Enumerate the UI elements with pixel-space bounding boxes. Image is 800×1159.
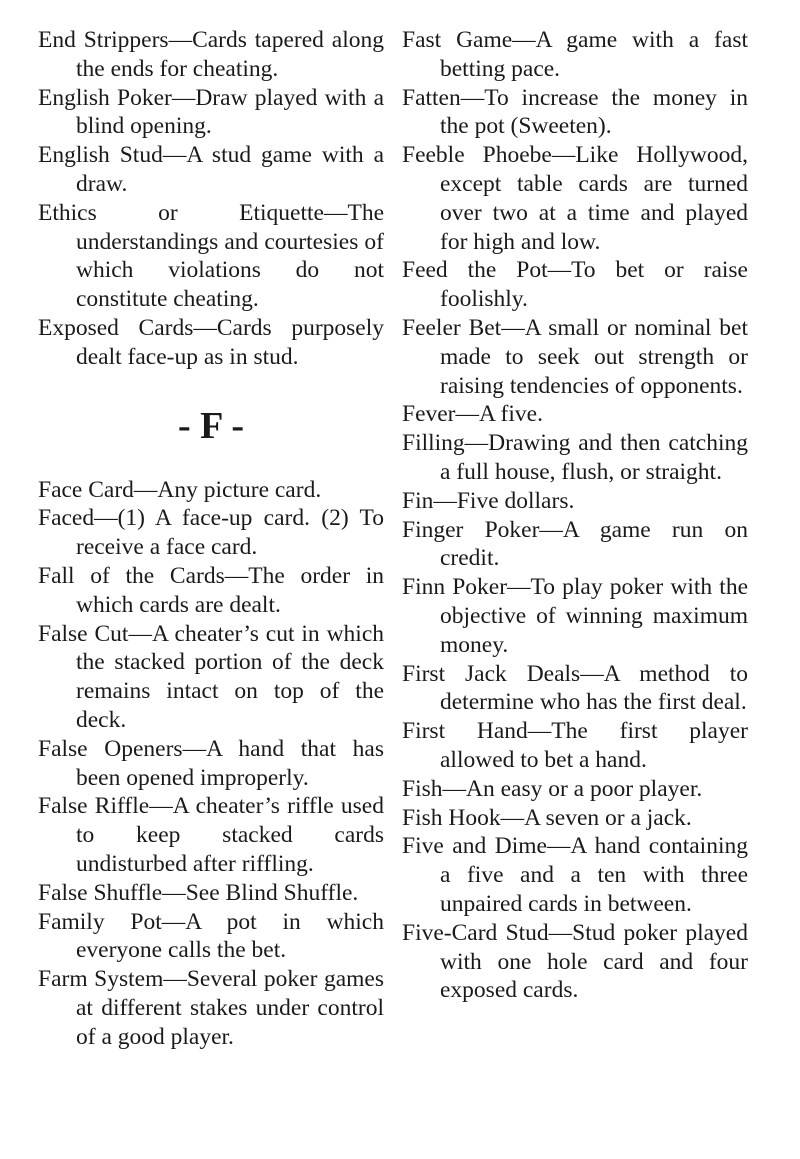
glossary-entry: First Hand—The first player allowed to bet a hand. (402, 718, 748, 773)
glossary-entry: Feeler Bet—A small or nominal bet made to seek out strength or raising tendencies of opponents. (402, 314, 748, 399)
glossary-entry: Five-Card Stud—Stud poker played with one hole card and four exposed cards. (402, 919, 748, 1004)
glossary-entry: Faced—(1) A face-up card. (2) To receive a face card. (38, 505, 384, 561)
glossary-entry: Filling—Drawing and then catching a full house, flush, or straight. (402, 430, 748, 485)
glossary-entry: Finger Poker—A game run on credit. (402, 516, 748, 572)
glossary-entry: False Openers—A hand that has been opened improperly. (38, 735, 384, 791)
glossary-entry: Finn Poker—To play poker with the objective of winning maximum money. (402, 574, 748, 658)
glossary-entry: Fin—Five dollars. (402, 487, 575, 514)
glossary-entry: Ethics or Etiquette—The understandings and courtesies of which violations do not constitute cheating. (38, 199, 384, 313)
glossary-entry: English Stud—A stud game with a draw. (38, 142, 384, 197)
glossary-entry: Fish—An easy or a poor player. (402, 775, 703, 802)
glossary-entry: Five and Dime—A hand containing a five and a ten with three unpaired cards in between. (402, 833, 748, 917)
glossary-entry: First Jack Deals—A method to determine who has the first deal. (402, 660, 748, 716)
glossary-entry: Fish Hook—A seven or a jack. (402, 804, 692, 831)
glossary-entry: Fall of the Cards—The order in which cards are dealt. (38, 562, 384, 618)
glossary-entry: Feeble Phoebe—Like Hollywood, except table cards are turned over two at a time and played for high and low. (402, 142, 748, 255)
glossary-entry: False Cut—A cheater’s cut in which the stacked portion of the deck remains intact on top of the deck. (38, 620, 384, 733)
section-heading: - F - (177, 404, 245, 447)
glossary-entry: Fever—A five. (402, 401, 543, 428)
glossary-entry: Face Card—Any picture card. (38, 476, 322, 503)
right-column (402, 26, 748, 1005)
glossary-entry: Farm System—Several poker games at different stakes under control of a good player. (38, 966, 384, 1050)
glossary-entry: End Strippers—Cards tapered along the ends for cheating. (38, 27, 384, 82)
left-column (38, 26, 384, 1052)
glossary-entry: Feed the Pot—To bet or raise foolishly. (402, 257, 748, 313)
glossary-entry: Family Pot—A pot in which everyone calls the bet. (38, 908, 384, 964)
glossary-entry: Exposed Cards—Cards purposely dealt face-up as in stud. (38, 314, 384, 370)
glossary-entry: Fast Game—A game with a fast betting pace. (402, 27, 748, 82)
glossary-entry: False Shuffle—See Blind Shuffle. (38, 879, 359, 906)
glossary-entry: False Riffle—A cheater’s riffle used to keep stacked cards undisturbed after riffling. (38, 793, 384, 877)
glossary-entry: English Poker—Draw played with a blind opening. (38, 84, 384, 140)
glossary-entry: Fatten—To increase the money in the pot (Sweeten). (402, 84, 748, 140)
